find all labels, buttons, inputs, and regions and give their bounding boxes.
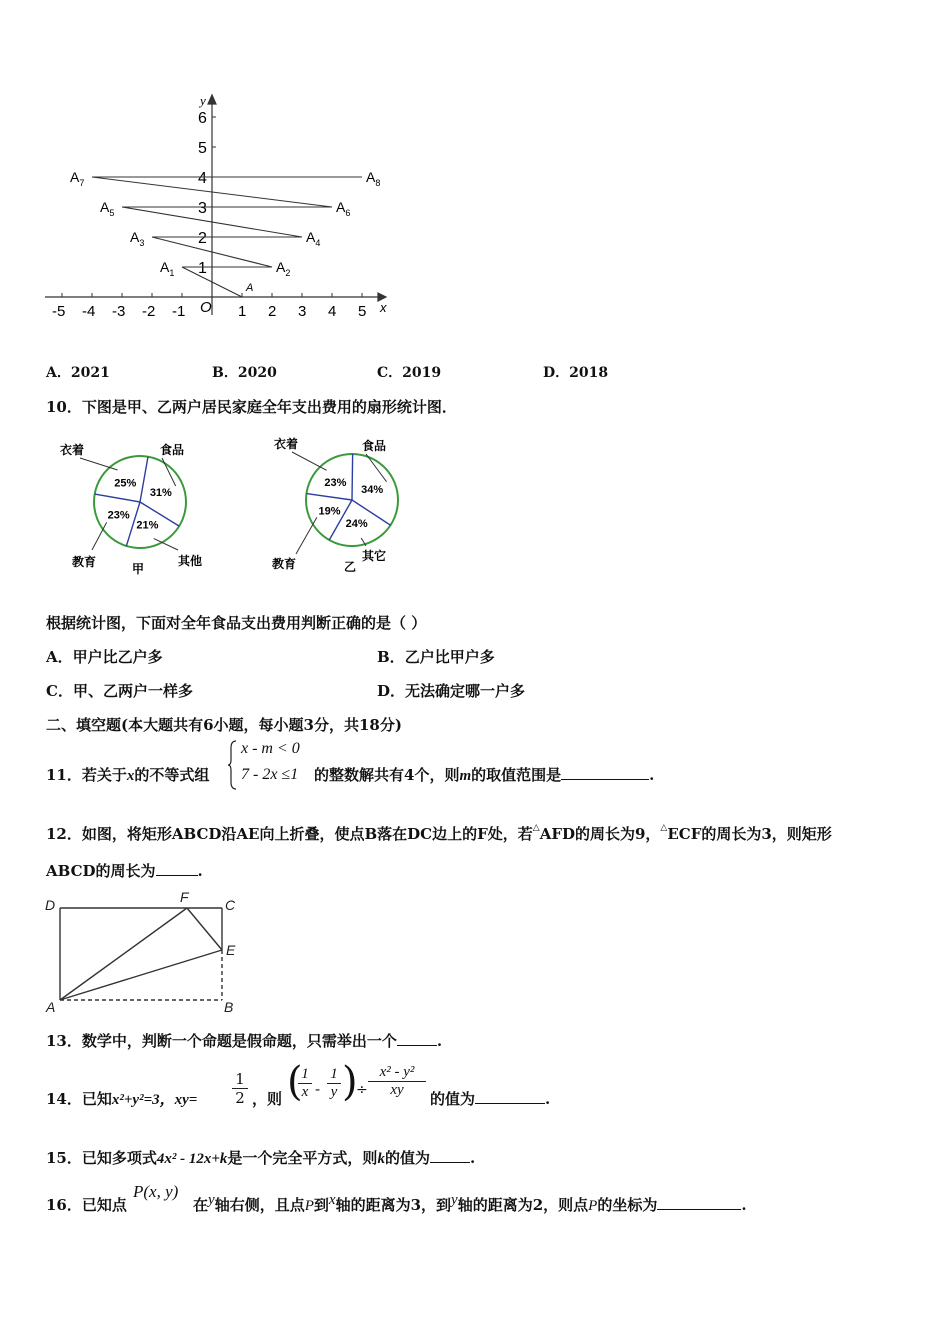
q16-end: . [741, 1196, 747, 1214]
answer-blank[interactable] [156, 863, 198, 876]
pie-slice-value: 21% [136, 519, 159, 532]
point-label-a7: $A_7$ [70, 169, 85, 188]
q11-post2: 的取值范围是 [471, 766, 562, 784]
zigzag-coordinate-graph [40, 90, 400, 325]
q10-option-a[interactable] [46, 646, 163, 667]
q14-post-text: 的值为 [430, 1090, 476, 1108]
pie-slice-boundary [306, 494, 352, 500]
rectangle-fold-figure [42, 888, 242, 1016]
option-letter: C． [377, 365, 403, 381]
option-letter: D． [543, 365, 570, 381]
y-tick-label: 3 [198, 200, 207, 217]
x-tick-label: 3 [298, 303, 307, 320]
option-text: 甲户比乙户多 [72, 648, 163, 666]
fraction-1-over-x [298, 1066, 312, 1101]
x-tick-label: -4 [82, 303, 96, 320]
numerator: 1 [327, 1066, 341, 1084]
q16-text [193, 1194, 747, 1215]
segment-af [60, 908, 187, 1000]
triangle-symbol: △ [660, 823, 668, 833]
divide-sign: ÷ [356, 1082, 368, 1098]
point-label-a4: $A_4$ [306, 229, 321, 248]
q10-option-d[interactable] [377, 680, 525, 701]
q12-line-1 [46, 823, 832, 844]
q12-ecf: ECF的周长为3，则矩形 [667, 825, 832, 843]
q11-text [46, 764, 209, 785]
answer-blank[interactable] [561, 767, 649, 780]
y-axis-arrow [208, 95, 216, 104]
option-text: 乙户比甲户多 [404, 648, 495, 666]
q16-a: 在 [193, 1196, 209, 1214]
pie-slice-value: 23% [324, 476, 347, 489]
pie-category-label: 其它 [362, 549, 387, 563]
option-text: 2021 [70, 365, 110, 381]
pie-slice-value: 25% [114, 477, 137, 490]
label-a: A [46, 999, 56, 1015]
q10-stem: 10．下图是甲、乙两户居民家庭全年支出费用的扇形统计图． [46, 398, 457, 416]
point-label-a2: $A_2$ [276, 259, 291, 278]
denominator: y [330, 1084, 338, 1100]
inequality-2: 7 - 2x ≤1 [241, 766, 299, 783]
option-text: 2019 [402, 365, 442, 381]
pie-category-label: 其他 [178, 554, 203, 568]
pie-slice-value: 31% [149, 487, 172, 500]
minus-sign: - [315, 1080, 321, 1098]
q16-d: 轴的距离为3，到 [335, 1196, 452, 1214]
q15-end: . [469, 1149, 476, 1167]
paren-open: ( [287, 1059, 303, 1105]
x-tick-label: 5 [358, 303, 367, 320]
var-p: P [588, 1198, 598, 1214]
inequality-1: x - m < 0 [241, 740, 300, 757]
q9-option-c[interactable] [377, 362, 441, 382]
option-letter: B． [212, 365, 238, 381]
denominator: x [301, 1084, 309, 1100]
q9-option-a[interactable] [46, 362, 110, 382]
label-d: D [45, 897, 56, 913]
pie-slice-boundary [352, 454, 353, 500]
point-p-xy: P(x, y) [133, 1182, 179, 1201]
q14-equation: x²+y²=3，xy= [111, 1092, 198, 1108]
option-letter: A． [46, 648, 73, 666]
answer-blank[interactable] [475, 1091, 545, 1104]
y-axis-label: y [200, 93, 206, 108]
answer-blank[interactable] [657, 1197, 741, 1210]
y-tick-label: 4 [198, 170, 207, 187]
denominator: xy [390, 1082, 404, 1098]
q15-text [46, 1147, 475, 1168]
fraction-one-half [232, 1070, 248, 1107]
q14-pre [46, 1088, 197, 1109]
numerator: 1 [298, 1066, 312, 1084]
q10-question: 根据统计图，下面对全年食品支出费用判断正确的是（ ） [46, 614, 427, 632]
q13-stem: 13．数学中，判断一个命题是假命题，只需举出一个 [46, 1032, 397, 1050]
point-label-a8: $A_8$ [366, 169, 381, 188]
pie-leader-line [92, 522, 107, 550]
q16-b: 轴右侧，且点 [214, 1196, 305, 1214]
x-tick-label: 2 [268, 303, 277, 320]
pie-leader-line [80, 458, 118, 470]
y-tick-label: 6 [198, 110, 207, 127]
pie-title: 乙 [344, 560, 357, 574]
q15-pre: 15．已知多项式 [46, 1149, 157, 1167]
var-y: y [451, 1192, 458, 1208]
answer-blank[interactable] [397, 1033, 437, 1046]
x-tick-label: -5 [52, 303, 66, 320]
label-c: C [225, 897, 236, 913]
pie-slice-value: 23% [107, 509, 130, 522]
pie-slice-value: 19% [318, 505, 341, 518]
q11-pre: 11．若关于 [46, 766, 127, 784]
label-b: B [224, 999, 234, 1015]
denominator: 2 [235, 1089, 245, 1107]
q11-post1: 的整数解共有4个，则 [314, 766, 460, 784]
var-x: x [126, 768, 135, 784]
x-axis-label: x [380, 300, 387, 315]
pie-category-label: 衣着 [274, 437, 299, 451]
q14-then: ，则 [252, 1090, 283, 1108]
pie-chart-yi [262, 428, 442, 578]
x-tick-label: -3 [112, 303, 126, 320]
section-heading-fill-in: 二、填空题(本大题共有6小题，每小题3分，共18分) [46, 716, 402, 734]
point-label-a1: $A_1$ [160, 259, 175, 278]
q12-line1-text: 12．如图，将矩形ABCD沿AE向上折叠，使点B落在DC边上的F处，若 [46, 825, 533, 843]
point-label-a3: $A_3$ [130, 229, 145, 248]
point-label-a5: $A_5$ [100, 199, 115, 218]
pie-slice-value: 34% [361, 483, 384, 496]
pie-chart-jia [50, 430, 230, 580]
q12-line2-text: ABCD的周长为 [46, 862, 156, 880]
q16-pre: 16．已知点 [46, 1196, 127, 1214]
option-text: 2018 [569, 365, 609, 381]
option-letter: A． [46, 365, 71, 381]
q11-mid: 的不等式组 [134, 766, 210, 784]
q16-c: 到 [313, 1196, 329, 1214]
pie-category-label: 食品 [362, 439, 387, 453]
x-tick-label: -1 [172, 303, 186, 320]
x-tick-label: 1 [238, 303, 247, 320]
q15-polynomial: 4x² - 12x+k [156, 1151, 228, 1167]
pie-category-label: 衣着 [60, 443, 85, 457]
fraction-1-over-y [327, 1066, 341, 1101]
q12-afd: AFD的周长为9， [539, 825, 661, 843]
y-tick-label: 2 [198, 230, 207, 247]
q15-post: 的值为 [384, 1149, 430, 1167]
pie-leader-line [296, 517, 317, 554]
label-e: E [226, 942, 236, 958]
system-brace [228, 740, 234, 790]
origin-label: O [200, 299, 212, 316]
option-text: 2020 [237, 365, 277, 381]
q13-end: . [436, 1032, 443, 1050]
triangle-symbol: △ [532, 823, 540, 833]
var-x: x [328, 1192, 336, 1208]
pie-category-label: 食品 [160, 443, 185, 457]
label-f: F [180, 889, 189, 905]
option-letter: B． [377, 648, 405, 666]
q16-e: 轴的距离为2，则点 [457, 1196, 589, 1214]
point-label-a6: $A_6$ [336, 199, 351, 218]
pie-slice-value: 24% [345, 518, 368, 531]
q12-end: . [197, 862, 203, 880]
pie-category-label: 教育 [272, 557, 297, 571]
option-letter: C． [46, 682, 73, 700]
pie-title: 甲 [132, 562, 145, 576]
pie-slice-boundary [140, 457, 148, 502]
x-tick-label: -2 [142, 303, 156, 320]
q14-pre-text: 14．已知 [46, 1090, 112, 1108]
var-y: y [208, 1192, 215, 1208]
q13-text [46, 1030, 442, 1051]
answer-blank[interactable] [430, 1150, 470, 1163]
pie-category-label: 教育 [72, 555, 97, 569]
fraction-x2-y2-over-xy [368, 1064, 426, 1099]
var-k: k [377, 1151, 385, 1167]
y-tick-label: 1 [198, 260, 207, 277]
numerator: x² - y² [368, 1064, 426, 1082]
option-text: 甲、乙两户一样多 [72, 682, 193, 700]
q10-option-c[interactable] [46, 680, 193, 701]
point-label-a: A [246, 282, 254, 294]
q11-text-2 [314, 764, 654, 785]
option-text: 无法确定哪一户多 [405, 682, 526, 700]
segment-fe [187, 908, 222, 950]
pie-slice-boundary [95, 494, 140, 502]
q9-option-b[interactable] [212, 362, 277, 382]
q16-f: 的坐标为 [597, 1196, 658, 1214]
paren-close: ) [342, 1059, 358, 1105]
q12-line-2 [46, 860, 203, 881]
q14-post [430, 1088, 550, 1109]
q9-option-d[interactable] [543, 362, 608, 382]
numerator: 1 [232, 1070, 248, 1089]
option-letter: D． [377, 682, 406, 700]
var-p: P [304, 1198, 314, 1214]
x-tick-label: 4 [328, 303, 337, 320]
segment-ae [60, 950, 222, 1000]
pie-leader-line [366, 454, 387, 482]
pie-leader-line [292, 452, 327, 470]
var-m: m [459, 768, 472, 784]
q14-end: . [545, 1090, 551, 1108]
q10-option-b[interactable] [377, 646, 495, 667]
q15-mid: 是一个完全平方式，则 [227, 1149, 378, 1167]
q11-end: . [649, 766, 655, 784]
y-tick-label: 5 [198, 140, 207, 157]
